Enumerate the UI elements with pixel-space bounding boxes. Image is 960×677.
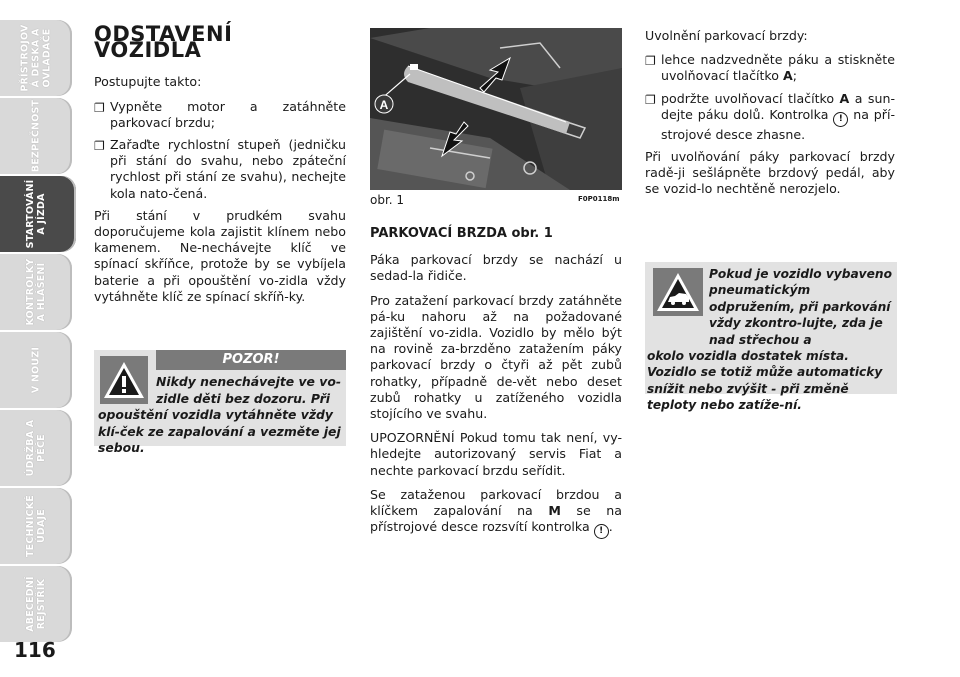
column-1 — [94, 22, 346, 313]
tab-rejstrik[interactable]: ABECEDNÍ REJSTŘÍK — [0, 566, 72, 642]
checkbox-icon: ❐ — [94, 100, 105, 115]
body-paragraph: Páka parkovací brzdy se nachází u sedad-la řidiče. — [370, 252, 622, 284]
warning-text: Nikdy nenechávejte ve vo-zidle děti bez dozoru. Při — [156, 374, 341, 406]
section-title: ODSTAVENÍ VOZIDLA — [94, 22, 233, 63]
body-paragraph: Pro zatažení parkovací brzdy zatáhněte pá-ku nahoru až na požadované zajištění vo-zidla. Vozidlo by mělo být na rovině za-brzděno zatažením páky parkovací brzdy o čtyři až pět zubů rohatky, případně de-vět nebo deset zubů rohatky u zatíženého vozidla stojícího ve svahu. — [370, 292, 622, 422]
body-paragraph: Se zataženou parkovací brzdou a klíčkem zapalování na M se na přístrojové desce rozsvítí kontrolka ! . — [370, 487, 622, 539]
note-box — [645, 262, 897, 413]
tab-startovani[interactable]: STARTOVÁNÍ A JÍZDA — [0, 176, 76, 252]
column-3 — [645, 28, 895, 206]
tab-technicke-udaje[interactable]: TECHNICKÉ ÚDAJE — [0, 488, 72, 564]
section-heading: PARKOVACÍ BRZDA obr. 1 — [370, 226, 553, 241]
list-item: ❐ lehce nadzvedněte páku a stiskněte uvolňovací tlačítko A; — [645, 52, 895, 84]
note-text-cont: okolo vozidla dostatek místa. Vozidlo se totiž může automaticky snížit nebo zvýšit - při změně teploty nebo zatíže-ní. — [647, 349, 883, 413]
parking-brake-illustration — [370, 28, 622, 190]
body-paragraph: UPOZORNĚNÍ Pokud tomu tak není, vy-hledejte autorizovaný servis Fiat a nechte parkovací brzdu seřídit. — [370, 430, 622, 478]
list-item: ❐ Vypněte motor a zatáhněte parkovací brzdu; — [94, 98, 346, 130]
page-number: 116 — [14, 638, 56, 662]
brake-warning-lamp-icon: ! — [594, 524, 609, 539]
intro-text: Postupujte takto: — [94, 74, 202, 90]
list-item: ❐ podržte uvolňovací tlačítko A a sun-dejte páku dolů. Kontrolka ! na pří-strojové desce zhasne. — [645, 90, 895, 142]
note-text: Pokud je vozidlo vybaveno pneumatickým odpružením, při parkování vždy zkontro-lujte, zda je nad střechou a — [709, 267, 892, 347]
checkbox-icon: ❐ — [645, 92, 656, 107]
tab-kontrolky[interactable]: KONTROLKY A HLÁŠENÍ — [0, 254, 72, 330]
body-paragraph: Při uvolňování páky parkovací brzdy radě-ji sešlápněte brzdový pedál, aby se vozid-lo nechtěně nerozjelo. — [645, 149, 895, 197]
figure-caption: obr. 1 — [370, 193, 405, 207]
warning-text-cont: opouštění vozidla vytáhněte vždy klí-ček ze zapalování a vezměte jej sebou. — [98, 407, 341, 456]
intro-text: Uvolnění parkovací brzdy: — [645, 28, 808, 43]
tab-v-nouzi[interactable]: V NOUZI — [0, 332, 72, 408]
warning-box — [94, 350, 346, 456]
tab-udrzba[interactable]: ÚDRŽBA A PÉČE — [0, 410, 72, 486]
column-2 — [370, 226, 622, 547]
tab-bezpecnost[interactable]: BEZPEČNOST — [0, 98, 72, 174]
checkbox-icon: ❐ — [645, 54, 656, 69]
warning-header: POZOR! — [156, 350, 346, 370]
chapter-tabs — [0, 0, 78, 640]
checkbox-icon: ❐ — [94, 139, 105, 154]
figure-code: F0P0118m — [578, 195, 620, 203]
tab-pristrojova-deska[interactable]: PŘÍSTROJOV Á DESKA A OVLADAČE — [0, 20, 72, 96]
list-item: ❐ Zařaďte rychlostní stupeň (jedničku při stání do svahu, nebo zpáteční rychlost při stání ze svahu), nechejte kola nato-čená. — [94, 137, 346, 201]
parking-brake-figure — [370, 28, 622, 190]
figure-callout-a: A — [379, 98, 389, 112]
body-paragraph: Při stání v prudkém svahu doporučujeme kola zajistit klínem nebo kamenem. Ne-nechávejte klíč ve spínací skříňce, protože by se vybíjela baterie a při opouštění vo-zidla vždy vytáhněte klíč ze spínací skříň-ky. — [94, 207, 346, 304]
brake-warning-lamp-icon: ! — [833, 112, 848, 127]
